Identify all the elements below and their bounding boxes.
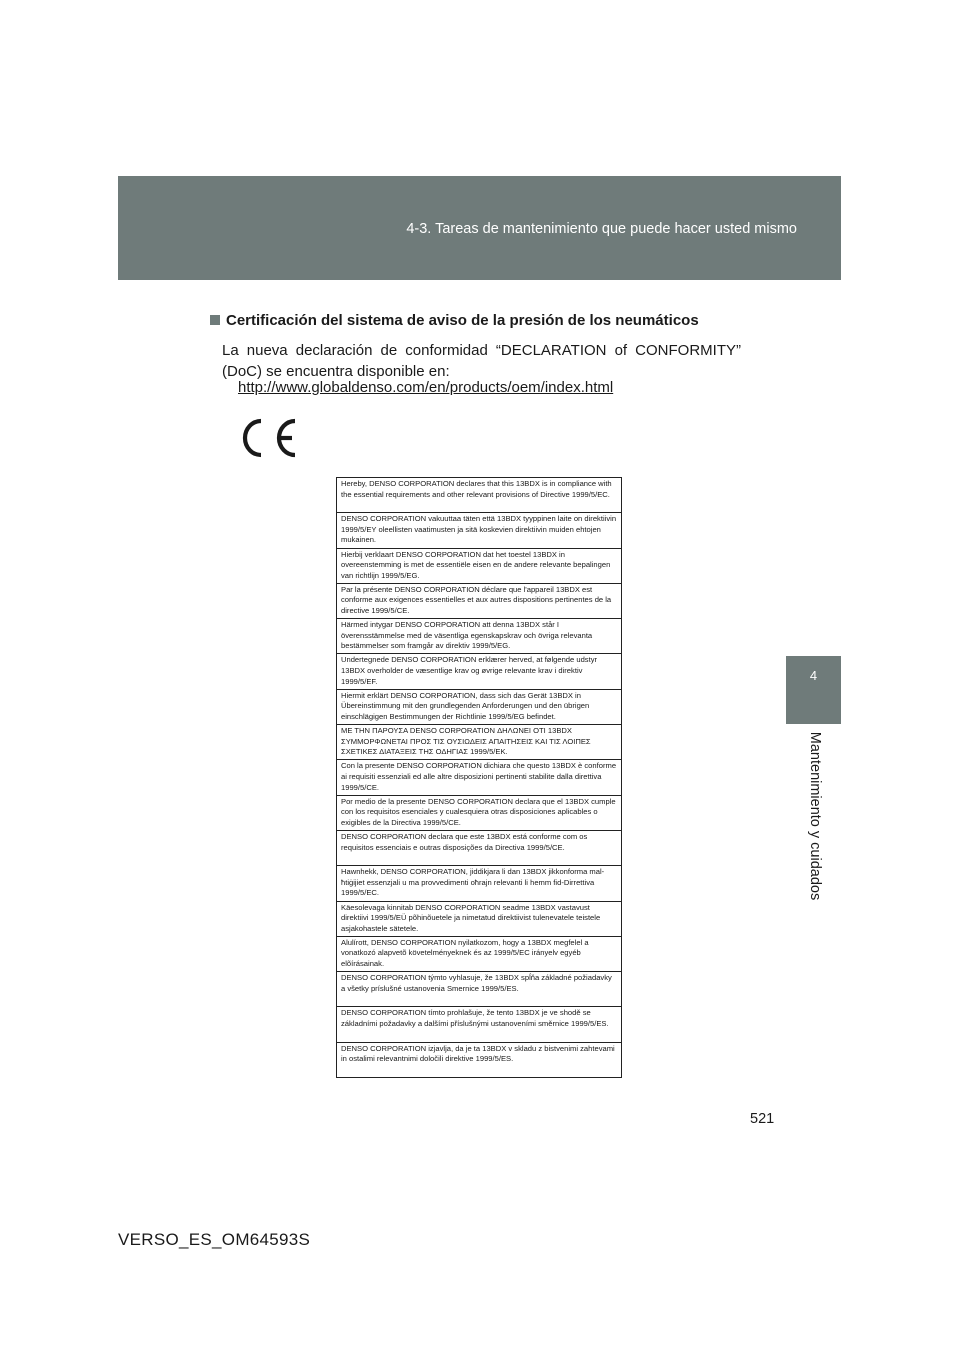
chapter-side-label: Mantenimiento y cuidados — [807, 731, 823, 901]
doc-url-link[interactable]: http://www.globaldenso.com/en/products/oem/index.html — [238, 379, 614, 396]
declaration-en: Hereby, DENSO CORPORATION declares that this 13BDX is in compliance with the essential requirements and other relevant provisions of Directive 1999/5/EC. — [337, 478, 621, 513]
declaration-sv: Härmed intygar DENSO CORPORATION att denna 13BDX står I överensstämmelse med de väsentliga egenskapskrav och övriga relevanta bestämmelser som framgår av direktiv 1999/5/EG. — [337, 619, 621, 654]
declaration-et: Käesolevaga kinnitab DENSO CORPORATION seadme 13BDX vastavust direktiivi 1999/5/EÜ põhinõuetele ja nimetatud direktiivist tulenevatele teistele asjakohastele sätetele. — [337, 902, 621, 937]
declaration-da: Undertegnede DENSO CORPORATION erklærer herved, at følgende udstyr 13BDX overholder de væsentlige krav og øvrige relevante krav i direktiv 1999/5/EF. — [337, 654, 621, 689]
declaration-es: Por medio de la presente DENSO CORPORATION declara que el 13BDX cumple con los requisitos esenciales y cualesquiera otras disposiciones aplicables o exigibles de la Directiva 1999/5/CE. — [337, 796, 621, 831]
declaration-sl: DENSO CORPORATION izjavlja, da je ta 13BDX v skladu z bistvenimi zahtevami in ostalimi relevantnimi določili direktive 1999/5/ES. — [341, 1043, 615, 1064]
declaration-cs: DENSO CORPORATION tímto prohlašuje, že tento 13BDX je ve shodě se základními požadavky a dalšími příslušnými ustanoveními směrnice 1999/5/ES. — [337, 1007, 621, 1042]
declaration-hu: Alulírott, DENSO CORPORATION nyilatkozom, hogy a 13BDX megfelel a vonatkozó alapvetõ követelményeknek és az 1999/5/EC irányelv egyéb elõírásainak. — [337, 937, 621, 972]
chapter-header-title: 4-3. Tareas de mantenimiento que puede hacer usted mismo — [406, 221, 797, 237]
document-code: VERSO_ES_OM64593S — [118, 1230, 311, 1249]
paragraph-line-1: La nueva declaración de conformidad “DECLARATION of CONFORMITY” — [222, 342, 741, 359]
declaration-pt: DENSO CORPORATION declara que este 13BDX está conforme com os requisitos essenciais e outras disposições da Directiva 1999/5/CE. — [337, 831, 621, 866]
declaration-sk: DENSO CORPORATION týmto vyhlasuje, že 13BDX spĺňa základné požiadavky a všetky príslušné ustanovenia Smernice 1999/5/ES. — [337, 972, 621, 1007]
ce-mark-icon — [234, 415, 298, 461]
declaration-fi: DENSO CORPORATION vakuuttaa täten että 13BDX tyyppinen laite on direktiivin 1999/5/EY oleellisten vaatimusten ja sitä koskevien direktiivin muiden ehtojen mukainen. — [337, 513, 621, 548]
chapter-header-band — [118, 176, 841, 280]
square-bullet-icon — [210, 315, 220, 325]
declaration-el: ΜΕ ΤΗΝ ΠΑΡΟΥΣΑ DENSO CORPORATION ΔΗΛΩΝΕΙ ΟΤΙ 13BDX ΣΥΜΜΟΡΦΩΝΕΤΑΙ ΠΡΟΣ ΤΙΣ ΟΥΣΙΩΔΕΙΣ ΑΠΑΙΤΗΣΕΙΣ ΚΑΙ ΤΙΣ ΛΟΙΠΕΣ ΣΧΕΤΙΚΕΣ ΔΙΑΤΑΞΕΙΣ ΤΗΣ ΟΔΗΓΙΑΣ 1999/5/ΕΚ. — [337, 725, 621, 760]
chapter-number: 4 — [809, 668, 818, 683]
page-number: 521 — [750, 1111, 775, 1127]
section-paragraph — [222, 340, 741, 382]
declaration-fr: Par la présente DENSO CORPORATION déclare que l'appareil 13BDX est conforme aux exigences essentielles et aux autres dispositions pertinentes de la directive 1999/5/CE. — [337, 584, 621, 619]
declaration-table — [336, 477, 622, 1078]
declaration-it: Con la presente DENSO CORPORATION dichiara che questo 13BDX è conforme ai requisiti essenziali ed alle altre disposizioni pertinenti stabilite dalla direttiva 1999/5/CE. — [337, 760, 621, 795]
paragraph-line-2: (DoC) se encuentra disponible en: — [222, 363, 450, 380]
declaration-nl: Hierbij verklaart DENSO CORPORATION dat het toestel 13BDX in overeenstemming is met de essentiële eisen en de andere relevante bepalingen van richtlijn 1999/5/EG. — [337, 549, 621, 584]
section-heading — [210, 312, 699, 329]
declaration-de: Hiermit erklärt DENSO CORPORATION, dass sich das Gerät 13BDX in Übereinstimmung mit den grundlegenden Anforderungen und den übrigen einschlägigen Bestimmungen der Richtlinie 1999/5/EG befindet. — [337, 690, 621, 725]
chapter-side-tab — [786, 656, 841, 724]
declaration-mt: Hawnhekk, DENSO CORPORATION, jiddikjara li dan 13BDX jikkonforma mal-ħtiġijiet essenzjali u ma provvedimenti oħrajn relevanti li hemm fid-Dirrettiva 1999/5/EC. — [337, 866, 621, 901]
section-heading-text: Certificación del sistema de aviso de la presión de los neumáticos — [226, 312, 699, 329]
